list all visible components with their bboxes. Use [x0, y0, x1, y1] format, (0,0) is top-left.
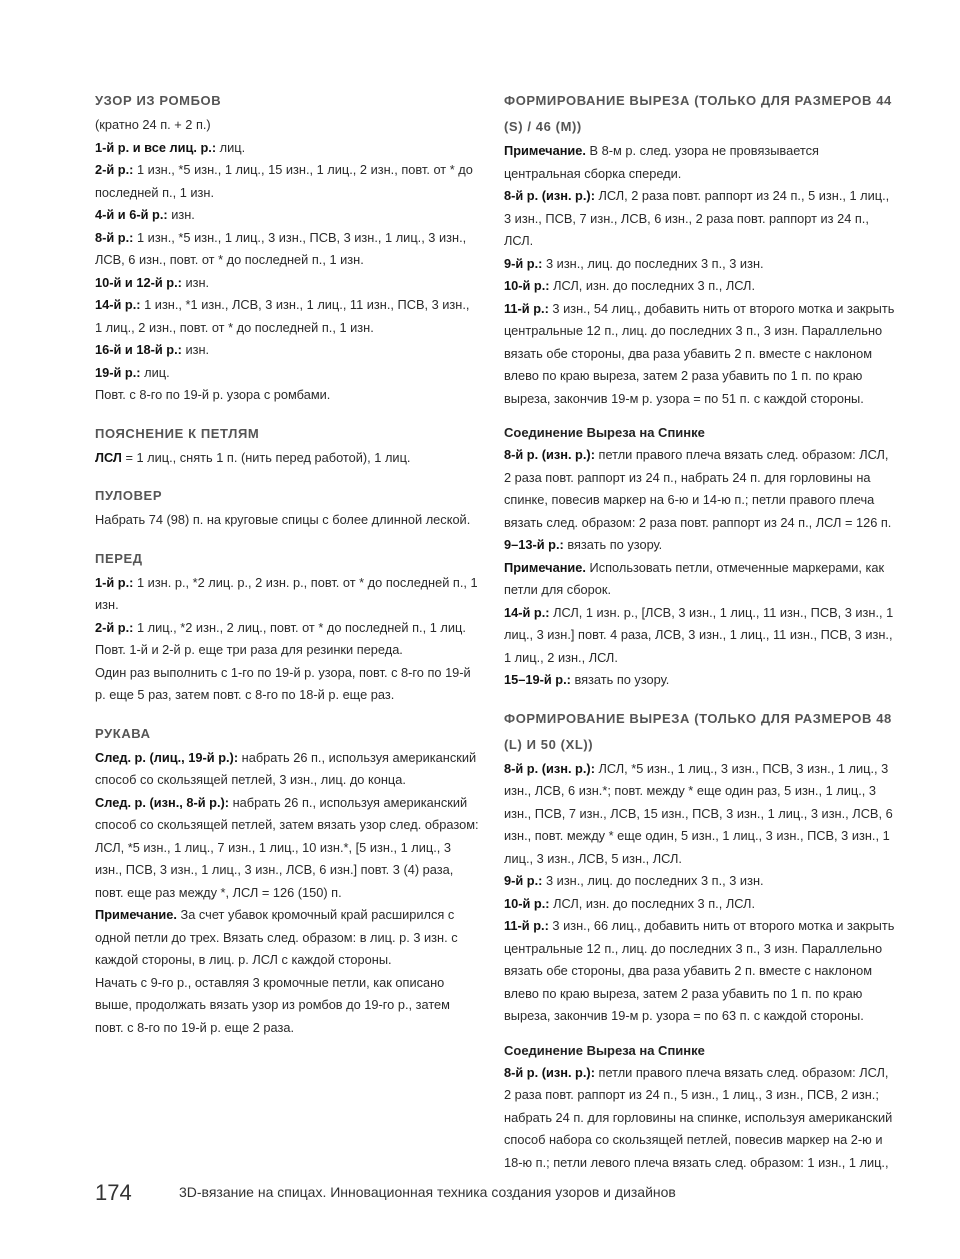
- row-label: 9-й р.:: [504, 255, 543, 271]
- left-column: [95, 88, 479, 1039]
- paragraph-text: вязать по узору.: [563, 537, 663, 552]
- paragraph: [95, 294, 479, 339]
- paragraph-text: Один раз выполнить с 1-го по 19-й р. узора, повт. с 8-го по 19-й р. еще 5 раз, затем повт. с 8-го по 18-й р. еще раз.: [95, 664, 471, 702]
- paragraph: [95, 159, 479, 204]
- row-label: 8-й р.:: [95, 229, 134, 245]
- paragraph: [95, 447, 479, 470]
- paragraph-text: изн.: [167, 207, 195, 222]
- paragraph: [95, 904, 479, 972]
- paragraph: [95, 662, 479, 707]
- paragraph: [504, 275, 896, 298]
- paragraph: [504, 1062, 896, 1175]
- paragraph-text: = 1 лиц., снять 1 п. (нить перед работой), 1 лиц.: [121, 449, 411, 465]
- row-label: 16-й и 18-й р.:: [95, 342, 182, 357]
- paragraph: [95, 617, 479, 640]
- row-label: 11-й р.:: [504, 300, 549, 316]
- paragraph: [95, 639, 479, 662]
- paragraph: [504, 140, 896, 185]
- row-label: 11-й р.:: [504, 918, 549, 933]
- paragraph-text: 1 изн., *5 изн., 1 лиц., 3 изн., ПСВ, 3 изн., 1 лиц., 3 изн., ЛСВ, 6 изн., повт. от * до последней п., 1 изн.: [95, 229, 467, 267]
- paragraph-text: ЛСЛ, *5 изн., 1 лиц., 3 изн., ПСВ, 3 изн., 1 лиц., 3 изн., ЛСВ, 6 изн.*; повт. между * еще один раз, 5 изн., 1 лиц., 3 изн., ПСВ, 7 изн., ЛСВ, 15 изн., ПСВ, 3 изн., 1 лиц., 3 изн., ЛСВ, 6 изн., повт. между * еще один, 5 изн., 1 лиц., 3 изн., ПСВ, 3 изн., 1 лиц., 3 изн., ЛСВ, 5 изн., ЛСЛ.: [504, 760, 893, 866]
- paragraph-text: 3 изн., лиц. до последних 3 п., 3 изн.: [542, 873, 764, 888]
- paragraph: [504, 758, 896, 871]
- paragraph: [95, 509, 479, 532]
- row-label: 9–13-й р.:: [504, 537, 564, 552]
- paragraph: [95, 384, 479, 407]
- paragraph-text: Повт. 1-й и 2-й р. еще три раза для резинки переда.: [95, 642, 403, 657]
- paragraph-text: Набрать 74 (98) п. на круговые спицы с более длинной леской.: [95, 512, 471, 527]
- paragraph-text: ЛСЛ, 1 изн. р., [ЛСВ, 3 изн., 1 лиц., 11 изн., ПСВ, 3 изн., 1 лиц., 3 изн.] повт. 4 раза, ЛСВ, 3 изн., 1 лиц., 11 изн., ПСВ, 3 изн., 1 лиц., 2 изн., ЛСЛ.: [504, 604, 894, 665]
- row-label: 9-й р.:: [504, 873, 543, 888]
- paragraph: [504, 298, 896, 411]
- row-label: Примечание.: [504, 559, 586, 575]
- section-heading: ПОЯСНЕНИЕ К ПЕТЛЯМ: [95, 425, 260, 441]
- paragraph: [95, 204, 479, 227]
- row-label: Примечание.: [95, 907, 177, 922]
- row-label: След. р. (изн., 8-й р.):: [95, 794, 230, 810]
- paragraph-text: 3 изн., 54 лиц., добавить нить от второго мотка и закрыть центральные 12 п., лиц. до последних 3 п., 3 изн. Параллельно вязать обе стороны, два раза убавить 2 п. вместе с наклоном влево по краю выреза, затем 2 раза убавить по 1 п. по краю выреза, закончив 19-м р. узора = по 51 п. с каждой стороны.: [504, 300, 895, 406]
- paragraph-text: вязать по узору.: [570, 672, 670, 687]
- paragraph-text: лиц.: [216, 139, 246, 155]
- row-label: 8-й р. (изн. р.):: [504, 188, 595, 203]
- paragraph: [504, 534, 896, 557]
- paragraph-text: (кратно 24 п. + 2 п.): [95, 117, 211, 132]
- paragraph: [95, 747, 479, 792]
- row-label: 1-й р.:: [95, 574, 134, 590]
- row-label: 1-й р. и все лиц. р.:: [95, 139, 217, 155]
- book-title: 3D-вязание на спицах. Инновационная техника создания узоров и дизайнов: [179, 1184, 676, 1200]
- paragraph: [95, 227, 479, 272]
- row-label: ЛСЛ: [95, 449, 122, 465]
- paragraph: [504, 253, 896, 276]
- row-label: 10-й р.:: [504, 895, 550, 911]
- row-label: Примечание.: [504, 143, 586, 158]
- row-label: 8-й р. (изн. р.):: [504, 447, 595, 462]
- paragraph: [95, 339, 479, 362]
- paragraph-text: ЛСЛ, изн. до последних 3 п., ЛСЛ.: [549, 278, 755, 293]
- paragraph-text: петли правого плеча вязать след. образом: ЛСЛ, 2 раза повт. раппорт из 24 п., набрать 24 п. для горловины на спинке, повесив маркер на 6-ю и 14-ю п.; петли правого плеча вязать след. образом: 2 раза повт. раппорт из 24 п., ЛСЛ = 126 п.: [504, 447, 892, 530]
- paragraph-text: 3 изн., 66 лиц., добавить нить от второго мотка и закрыть центральные 12 п., лиц. до последних 3 п., 3 изн. Параллельно вязать обе стороны, два раза убавить 2 п. вместе с наклоном влево по краю выреза, затем 2 раза убавить по 1 п. по краю выреза, закончив 19-м р. узора = по 63 п. с каждой стороны.: [504, 918, 895, 1023]
- paragraph: [95, 114, 479, 137]
- paragraph: [504, 444, 896, 534]
- section-heading: УЗОР ИЗ РОМБОВ: [95, 93, 222, 108]
- paragraph: [504, 602, 896, 670]
- subheading: Соединение Выреза на Спинке: [504, 1042, 705, 1058]
- row-label: 10-й р.:: [504, 278, 550, 293]
- paragraph: [504, 185, 896, 253]
- paragraph-text: петли правого плеча вязать след. образом: ЛСЛ, 2 раза повт. раппорт из 24 п., 5 изн., 1 лиц., 3 изн., ПСВ, 2 изн.; набрать 24 п. для горловины на спинке, используя американский способ набора со скользящей петлей, повесив маркер на 2-ю и 18-ю п.; петли левого плеча вязать след. образом: 1 изн., 1 лиц.,: [504, 1064, 893, 1170]
- row-label: 2-й р.:: [95, 619, 134, 635]
- paragraph-text: 3 изн., лиц. до последних 3 п., 3 изн.: [542, 255, 764, 271]
- row-label: 2-й р.:: [95, 162, 134, 177]
- page-footer: [95, 1180, 895, 1216]
- paragraph: [95, 572, 479, 617]
- paragraph: [504, 893, 896, 916]
- paragraph: [95, 362, 479, 385]
- paragraph-text: изн.: [181, 342, 210, 357]
- row-label: След. р. (лиц., 19-й р.):: [95, 749, 239, 765]
- section-heading: РУКАВА: [95, 725, 151, 741]
- section-heading: ПУЛОВЕР: [95, 488, 163, 503]
- paragraph-text: набрать 26 п., используя американский способ со скользящей петлей, затем вязать узор след. образом: ЛСЛ, *5 изн., 1 лиц., 7 изн., 1 лиц., 10 изн.*, [5 изн., 1 лиц., 3 изн., ПСВ, 3 изн., 1 лиц., 3 изн., ЛСВ, 6 изн.] повт. 3 (4) раза, повт. еще раз между *, ЛСЛ = 126 (150) п.: [95, 794, 479, 900]
- paragraph-text: В 8-м р. след. узора не провязывается центральная сборка спереди.: [504, 143, 819, 181]
- row-label: 14-й р.:: [95, 297, 141, 312]
- paragraph-text: набрать 26 п., используя американский способ со скользящей петлей, 3 изн., лиц. до конца.: [95, 749, 477, 787]
- row-label: 15–19-й р.:: [504, 672, 571, 687]
- row-label: 14-й р.:: [504, 604, 550, 620]
- paragraph-text: Начать с 9-го р., оставляя 3 кромочные петли, как описано выше, продолжать вязать узор из ромбов до 19-го р., затем повт. с 8-го по 19-й р. еще 2 раза.: [95, 974, 450, 1035]
- row-label: 19-й р.:: [95, 364, 141, 380]
- paragraph-text: 1 лиц., *2 изн., 2 лиц., повт. от * до последней п., 1 лиц.: [133, 619, 466, 635]
- paragraph-text: изн.: [181, 274, 210, 290]
- row-label: 10-й и 12-й р.:: [95, 274, 182, 290]
- paragraph: [504, 557, 896, 602]
- paragraph-text: Использовать петли, отмеченные маркерами, как петли для сборок.: [504, 559, 885, 597]
- paragraph-text: Повт. с 8-го по 19-й р. узора с ромбами.: [95, 387, 331, 402]
- section-heading: ПЕРЕД: [95, 550, 143, 566]
- paragraph: [504, 669, 896, 692]
- paragraph-text: 1 изн. р., *2 лиц. р., 2 изн. р., повт. от * до последней п., 1 изн.: [95, 574, 478, 612]
- paragraph: [95, 137, 479, 160]
- row-label: 4-й и 6-й р.:: [95, 207, 168, 222]
- paragraph-text: ЛСЛ, 2 раза повт. раппорт из 24 п., 5 изн., 1 лиц., 3 изн., ПСВ, 7 изн., ЛСВ, 6 изн., 2 раза повт. раппорт из 24 п., ЛСЛ.: [504, 188, 890, 248]
- paragraph: [504, 915, 896, 1028]
- paragraph: [95, 792, 479, 905]
- paragraph: [95, 972, 479, 1040]
- page-number: 174: [95, 1180, 132, 1205]
- row-label: 8-й р. (изн. р.):: [504, 760, 595, 776]
- paragraph-text: ЛСЛ, изн. до последних 3 п., ЛСЛ.: [549, 895, 755, 911]
- section-heading: ФОРМИРОВАНИЕ ВЫРЕЗА (ТОЛЬКО ДЛЯ РАЗМЕРОВ 48 (L) И 50 (XL)): [504, 710, 892, 752]
- paragraph-text: 1 изн., *5 изн., 1 лиц., 15 изн., 1 лиц., 2 изн., повт. от * до последней п., 1 изн.: [95, 162, 473, 200]
- paragraph-text: За счет убавок кромочный край расширился с одной петли до трех. Вязать след. образом: в лиц. р. 3 изн. с каждой стороны, в лиц. р. ЛСЛ с каждой стороны.: [95, 907, 458, 967]
- paragraph: [95, 272, 479, 295]
- right-column: [504, 88, 896, 1174]
- subheading: Соединение Выреза на Спинке: [504, 425, 705, 440]
- paragraph-text: лиц.: [140, 364, 170, 380]
- paragraph-text: 1 изн., *1 изн., ЛСВ, 3 изн., 1 лиц., 11 изн., ПСВ, 3 изн., 1 лиц., 2 изн., повт. от * до последней п., 1 изн.: [95, 297, 470, 335]
- section-heading: ФОРМИРОВАНИЕ ВЫРЕЗА (ТОЛЬКО ДЛЯ РАЗМЕРОВ 44 (S) / 46 (M)): [504, 93, 892, 134]
- row-label: 8-й р. (изн. р.):: [504, 1064, 595, 1080]
- paragraph: [504, 870, 896, 893]
